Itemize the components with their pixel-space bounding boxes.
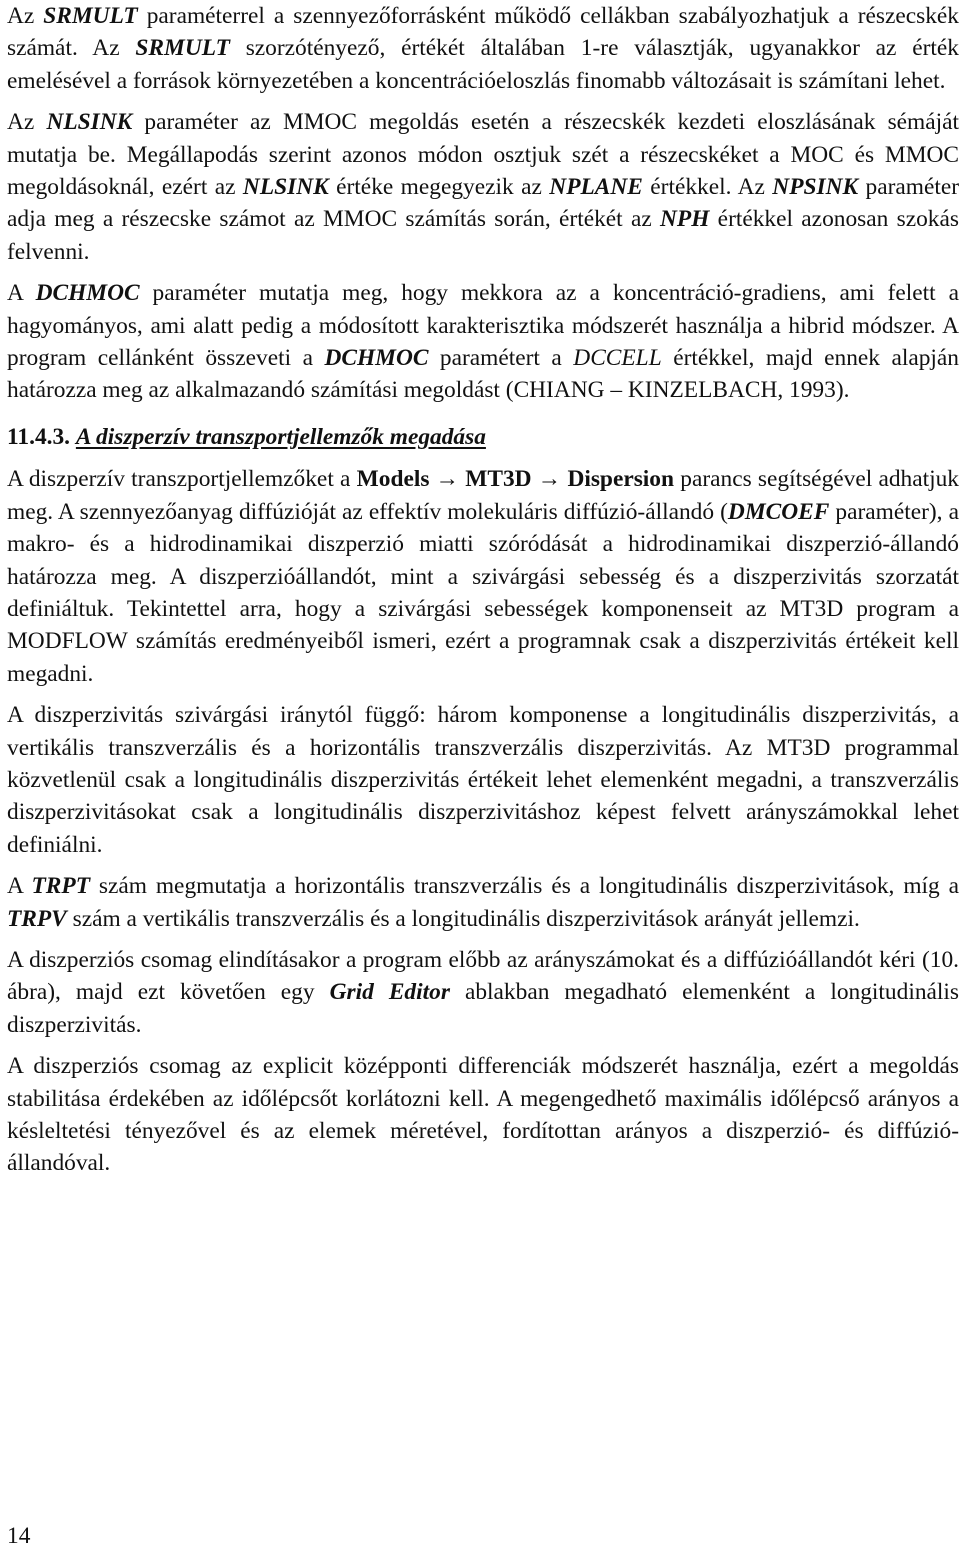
parameter-trpt: TRPT: [31, 873, 90, 900]
arrow-icon: →: [429, 466, 466, 493]
text: A diszperziós csomag elindításakor a program előbb az arányszámokat és a diffúzióállandót kéri (10. ábra), majd ezt követően egy: [7, 946, 959, 1006]
text: értékkel azonosan szokás felvenni.: [7, 206, 959, 265]
paragraph-nlsink: [7, 106, 959, 268]
text: parancs segítségével adhatjuk meg. A szennyezőanyag diffúzióját az effektív molekuláris diffúzió-állandó (: [7, 466, 959, 525]
menu-path-models: Models: [356, 466, 430, 493]
paragraph-trpt-trpv: [7, 870, 959, 935]
parameter-nplane: NPLANE: [549, 174, 643, 201]
paragraph-dispersivity: [7, 699, 959, 861]
text: értéke megegyezik az: [328, 174, 550, 201]
text: paramétert a: [428, 345, 574, 372]
menu-path-mt3d: MT3D: [465, 466, 532, 493]
text: Az: [7, 3, 44, 29]
section-number: 11.4.3.: [7, 423, 76, 450]
parameter-dchmoc: DCHMOC: [324, 345, 429, 372]
text: szám a vertikális transzverzális és a longitudinális diszperzivitások arányát jellemzi.: [66, 905, 860, 932]
text: értékkel, majd ennek alapján határozza meg az alkalmazandó számítási megoldást (CHIANG – KINZELBACH, 1993).: [7, 345, 959, 404]
section-title: A diszperzív transzportjellemzők megadása: [75, 423, 486, 450]
parameter-npsink: NPSINK: [772, 174, 859, 201]
text: A: [7, 280, 36, 307]
paragraph-stability: [7, 1050, 959, 1180]
parameter-nlsink: NLSINK: [242, 174, 329, 201]
text: értékkel. Az: [642, 174, 773, 201]
text: ablakban megadható elemenként a longitudinális diszperzivitás.: [7, 979, 959, 1038]
parameter-trpv: TRPV: [7, 905, 67, 932]
parameter-nph: NPH: [660, 206, 710, 233]
text: szorzótényező, értékét általában 1-re választják, ugyanakkor az érték emelésével a források környezetében a koncentrációeloszlás finomabb változásait is számítani lehet.: [7, 35, 959, 94]
text: szám megmutatja a horizontális transzverzális és a longitudinális diszperzivitások, míg a: [89, 873, 959, 900]
text: paraméterrel a szennyezőforrásként működő cellákban szabályozhatjuk a részecskék számát. Az: [7, 3, 959, 62]
text: paraméter mutatja meg, hogy mekkora az a koncentráció-gradiens, ami felett a hagyományos, ami alatt pedig a módosított karakterisztika módszerét használja a hibrid módszer. A program cellánként összeveti a: [7, 280, 959, 372]
parameter-dccell: DCCELL: [573, 345, 662, 372]
parameter-srmult: SRMULT: [43, 3, 138, 29]
document-page: [7, 0, 959, 1180]
page-number: 14: [7, 1523, 31, 1549]
text: paraméter az MMOC megoldás esetén a részecskék kezdeti eloszlásának sémáját mutatja be. Megállapodás szerint azonos módon osztjuk szét a részecskéket a MOC és MMOC megoldásoknál, ezért az: [7, 109, 960, 201]
text: A diszperzív transzportjellemzőket a: [7, 466, 357, 493]
arrow-icon: →: [531, 466, 568, 493]
text: paraméter), a makro- és a hidrodinamikai diszperzió miatti szóródását a hidrodinamikai diszperzió-állandó határozza meg. A diszperzióállandót, mint a szivárgási sebesség és a diszperzivitás szorzatát definiáltuk. Tekintettel arra, hogy a szivárgási sebességek komponenseit az MT3D program a MODFLOW számítás eredményeiből ismeri, ezért a programnak csak a diszperzivitás értékeit kell megadni.: [7, 498, 959, 687]
parameter-dchmoc: DCHMOC: [35, 280, 140, 307]
menu-path-dispersion: Dispersion: [567, 466, 675, 493]
text: A diszperziós csomag az explicit középponti differenciák módszerét használja, ezért a megoldás stabilitása érdekében az időlépcsőt korlátozni kell. A megengedhető maximális időlépcső arányos a késleltetési tényezővel és az elemek méretével, fordítottan arányos a diszperzió- és diffúzió- állandóval.: [7, 1053, 959, 1177]
grid-editor-term: Grid Editor: [329, 979, 450, 1006]
paragraph-srmult: [7, 0, 959, 97]
paragraph-grid-editor: [7, 944, 959, 1041]
text: A: [7, 873, 32, 900]
text: A diszperzivitás szivárgási iránytól függő: három komponense a longitudinális diszperzivitás, a vertikális transzverzális és a horizontális transzverzális diszperzivitás. Az MT3D programmal közvetlenül csak a longitudinális diszperzivitás értékeit lehet elemenként megadni, a transzverzális diszperzivitásokat csak a longitudinális diszperzivitáshoz képest felvett arányszámokkal lehet definiálni.: [7, 702, 959, 858]
parameter-dmcoef: DMCOEF: [727, 498, 830, 525]
text: Az: [7, 109, 47, 136]
parameter-srmult: SRMULT: [135, 35, 230, 62]
paragraph-dchmoc: [7, 277, 959, 407]
text: paraméter adja meg a részecske számot az MMOC számítás során, értékét az: [7, 174, 960, 233]
paragraph-dispersion-input: [7, 463, 959, 690]
parameter-nlsink: NLSINK: [46, 109, 133, 136]
section-heading: [7, 421, 959, 453]
